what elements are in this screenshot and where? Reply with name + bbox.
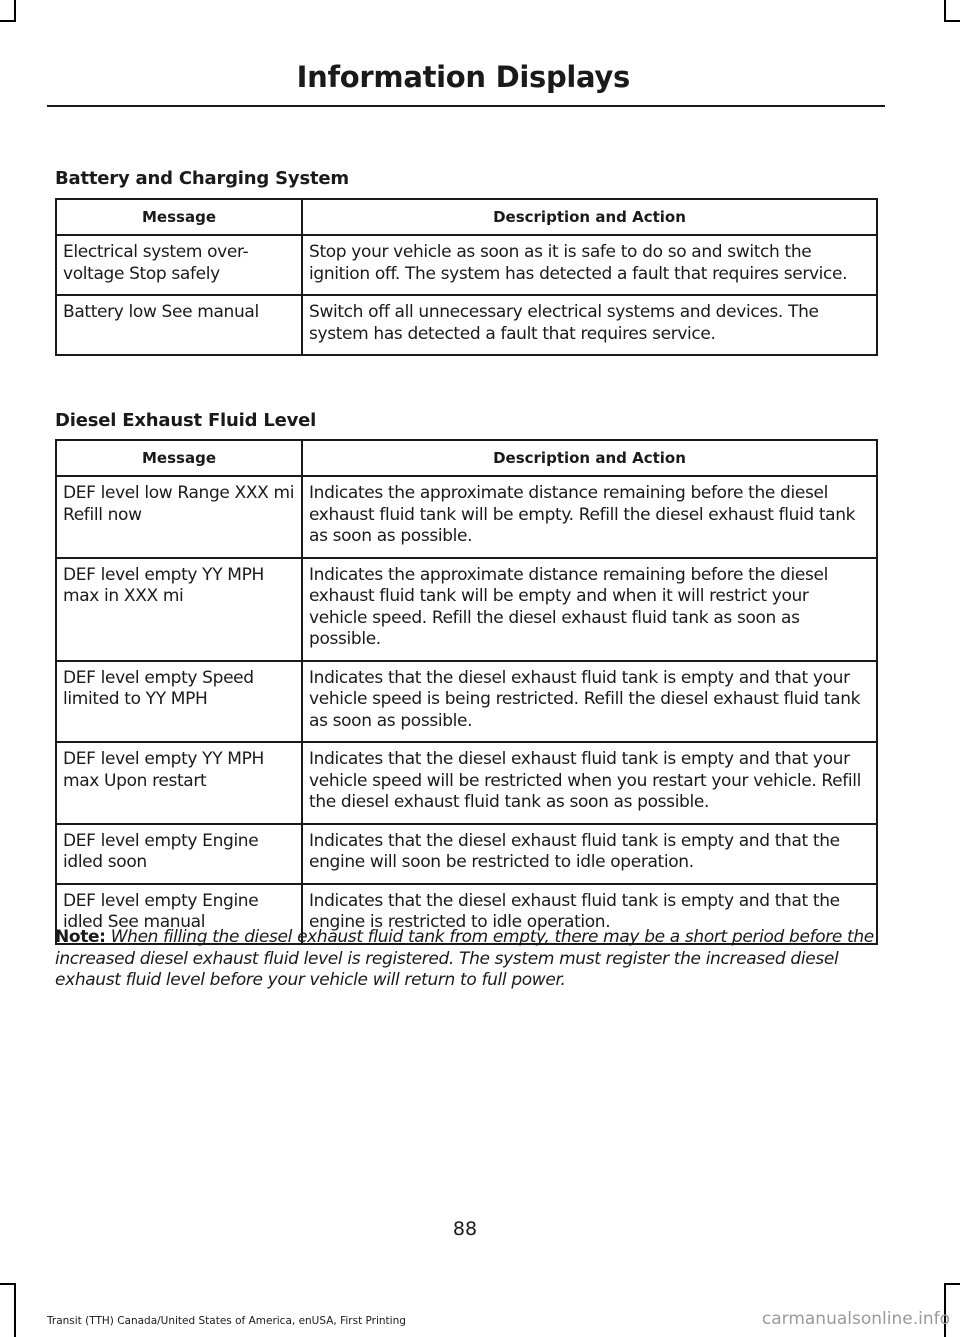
section-heading-def: Diesel Exhaust Fluid Level [55,410,317,431]
description-cell: Indicates the approximate distance remaining before the diesel exhaust fluid tank will be empty and when it will restrict your vehicle speed. Refill the diesel exhaust fluid tank as soon as possible. [302,558,877,661]
section-heading-battery: Battery and Charging System [55,168,349,189]
footer-edition-text: Transit (TTH) Canada/United States of America, enUSA, First Printing [47,1315,406,1327]
note-paragraph [55,927,875,992]
def-message-table [55,439,878,945]
description-cell: Stop your vehicle as soon as it is safe to do so and switch the ignition off. The system has detected a fault that requires service. [302,235,877,295]
description-cell: Indicates that the diesel exhaust fluid tank is empty and that your vehicle speed will be restricted when you restart your vehicle. Refill the diesel exhaust fluid tank as soon as possible. [302,742,877,824]
crop-mark-top-right-vertical [944,0,946,22]
table-row [56,558,877,661]
column-header-description: Description and Action [302,199,877,235]
message-cell: DEF level empty YY MPH max in XXX mi [56,558,302,661]
note-label: Note: [55,927,106,947]
message-cell: DEF level empty YY MPH max Upon restart [56,742,302,824]
description-cell: Indicates that the diesel exhaust fluid tank is empty and that your vehicle speed is being restricted. Refill the diesel exhaust fluid tank as soon as possible. [302,661,877,743]
crop-mark-top-left-vertical [14,0,16,22]
table-row [56,661,877,743]
message-cell: DEF level low Range XXX mi Refill now [56,476,302,558]
description-cell: Switch off all unnecessary electrical systems and devices. The system has detected a fault that requires service. [302,295,877,355]
page-number: 88 [452,1218,478,1240]
watermark-text: carmanualsonline.info [761,1309,950,1329]
description-cell: Indicates the approximate distance remaining before the diesel exhaust fluid tank will be empty. Refill the diesel exhaust fluid tank as soon as possible. [302,476,877,558]
message-cell: Battery low See manual [56,295,302,355]
column-header-message: Message [56,440,302,476]
crop-mark-top-right-horizontal [944,20,960,22]
page-title: Information Displays [296,60,630,94]
table-row [56,742,877,824]
table-header-row [56,440,877,476]
column-header-message: Message [56,199,302,235]
table-row [56,295,877,355]
description-cell: Indicates that the diesel exhaust fluid tank is empty and that the engine is restricted to idle operation. [302,884,877,944]
crop-mark-bottom-left-vertical [14,1283,16,1337]
crop-mark-bottom-right-horizontal [944,1283,960,1285]
battery-message-table [55,198,878,356]
title-divider [47,105,885,107]
note-text: When filling the diesel exhaust fluid tank from empty, there may be a short period before the increased diesel exhaust fluid level is registered. The system must register the increased diesel exhaust fluid level before your vehicle will return to full power. [55,927,874,990]
column-header-description: Description and Action [302,440,877,476]
table-row [56,476,877,558]
message-cell: Electrical system over-voltage Stop safely [56,235,302,295]
table-row [56,235,877,295]
message-cell: DEF level empty Engine idled soon [56,824,302,884]
crop-mark-top-left-horizontal [0,20,16,22]
message-cell: DEF level empty Engine idled See manual [56,884,302,944]
description-cell: Indicates that the diesel exhaust fluid tank is empty and that the engine will soon be restricted to idle operation. [302,824,877,884]
message-cell: DEF level empty Speed limited to YY MPH [56,661,302,743]
crop-mark-bottom-left-horizontal [0,1283,16,1285]
table-row [56,824,877,884]
table-header-row [56,199,877,235]
